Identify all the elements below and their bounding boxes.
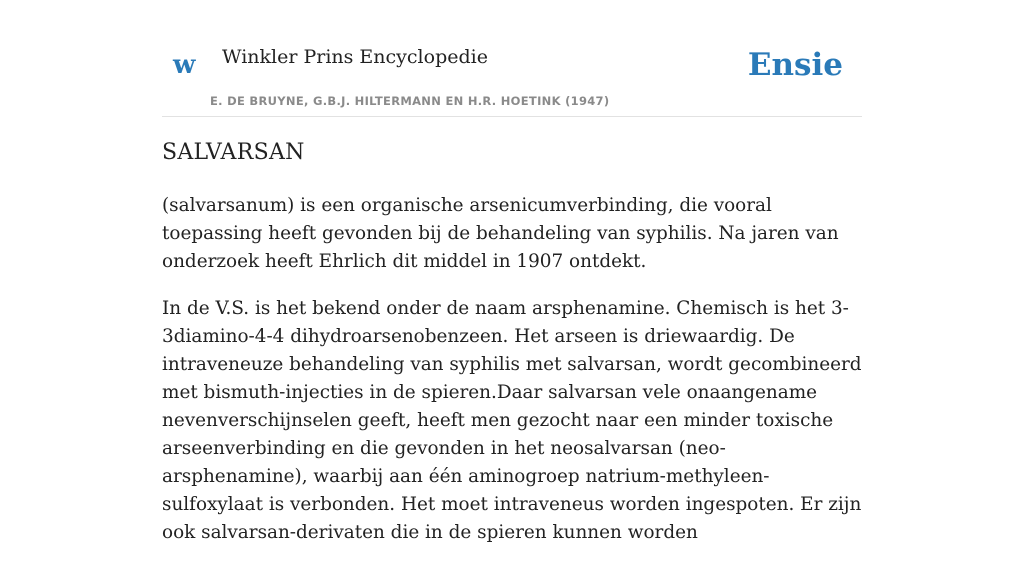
ensie-logo[interactable]: Ensie [747, 47, 843, 83]
article-paragraph-2: In de V.S. is het bekend onder de naam arsphenamine. Chemisch is het 3-3diamino-4-4 dihydroarsenobenzeen. Het arseen is driewaardig. De intraveneuze behandeling van syphilis met salvarsan, wordt gecombineerd met bismuth-injecties in de spieren.Daar salvarsan vele onaangename nevenverschijnselen geeft, heeft men gezocht naar een minder toxische arseenverbinding en die gevonden in het neosalvarsan (neo-arsphenamine), waarbij aan één aminogroep natrium-methyleen-sulfoxylaat is verbonden. Het moet intraveneus worden ingespoten. Er zijn ook salvarsan-derivaten die in de spieren kunnen worden [162, 298, 862, 543]
header [162, 0, 862, 117]
article-title: SALVARSAN [162, 140, 305, 165]
article-body [162, 192, 862, 566]
authors-line: E. DE BRUYNE, G.B.J. HILTERMANN EN H.R. HOETINK (1947) [210, 94, 610, 108]
article-paragraph-1: (salvarsanum) is een organische arsenicumverbinding, die vooral toepassing heeft gevonden bij de behandeling van syphilis. Na jaren van onderzoek heeft Ehrlich dit middel in 1907 ontdekt. [162, 195, 839, 272]
encyclopedia-title[interactable]: Winkler Prins Encyclopedie [222, 46, 488, 68]
winkler-prins-logo[interactable]: w [173, 50, 196, 80]
